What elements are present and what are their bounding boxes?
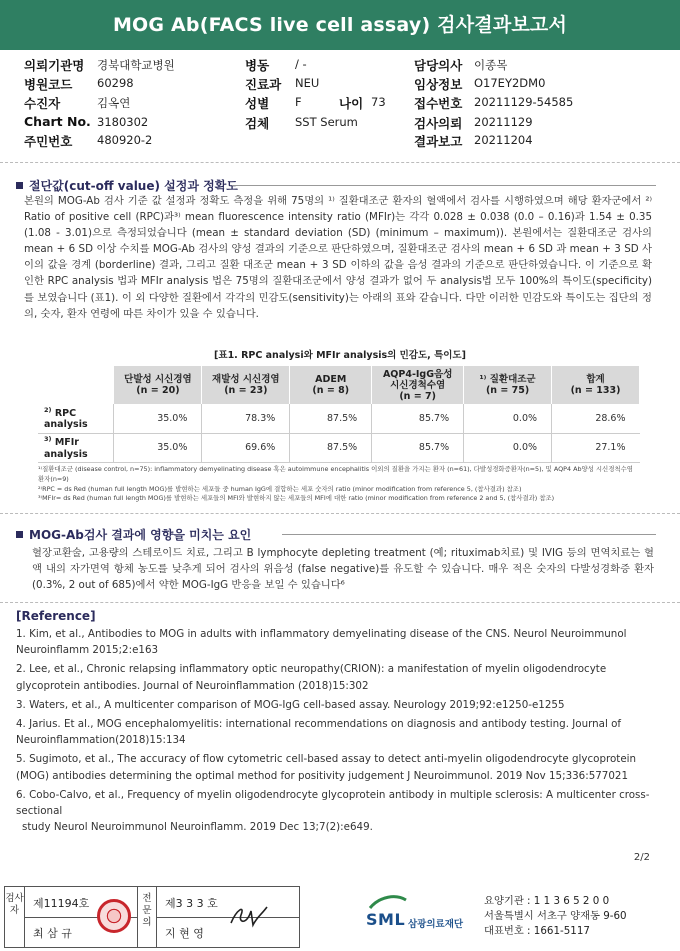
sensitivity-table (38, 366, 640, 463)
section-heading-text: MOG-Ab검사 결과에 영향을 미치는 요인 (29, 528, 252, 542)
tester-name: 최 삼 규 (33, 927, 72, 940)
info-value: SST Serum (295, 115, 358, 129)
table-row (38, 404, 640, 433)
info-label: 결과보고 (414, 134, 463, 149)
square-bullet-icon (16, 531, 23, 538)
info-value: F (295, 95, 302, 109)
footnote: ¹⁾질환대조군 (disease control, n=75): inflammatory demyelinating disease 혹은 autoimmune encephalitis 이외의 질환을 가지는 환자 (n=61), 다발성경화증환자(n=5), 및 AQP4 Ab양성 시신경척수염 환자(n=9) (38, 465, 633, 483)
logo-text: SML (366, 910, 406, 929)
info-value: 이종목 (474, 58, 508, 72)
table-cell: 85.7% (372, 404, 464, 433)
info-value: 김옥연 (97, 96, 131, 110)
official-seal-icon (97, 899, 131, 933)
row-label: $^{3)}$ MFIr analysis (38, 433, 114, 462)
info-label: 검체 (245, 116, 270, 131)
table-cell: 69.6% (202, 433, 290, 462)
info-label: 병동 (245, 58, 270, 73)
reference-item: 1. Kim, et al., Antibodies to MOG in adults with inflammatory demyelinating disease of the CNS. Neurol Neuroimmunol Neuroinflamm 2015;2:e163 (16, 628, 627, 657)
info-value: 60298 (97, 76, 134, 90)
info-label: 임상정보 (414, 77, 463, 92)
divider (0, 602, 680, 603)
table-footnotes (38, 465, 640, 504)
info-value: NEU (295, 76, 320, 90)
row-label: $^{2)}$ RPC analysis (38, 404, 114, 433)
divider (0, 513, 680, 514)
org-name: 삼광의료재단 (408, 919, 464, 930)
info-label-age: 나이 (339, 96, 364, 111)
reference-item: 2. Lee, et al., Chronic relapsing inflammatory optic neuropathy(CRION): a manifestation of myelin oligodendrocyte glycoprotein antibodies. Journal of Neuroinflammation (2018)15:302 (16, 663, 607, 692)
info-value: 20211129-54585 (474, 95, 574, 109)
page-number: 2/2 (633, 852, 650, 863)
table-header: 단발성 시신경염 (n = 20) (114, 366, 202, 404)
org-address: 서울특별시 서초구 양재동 9-60 (484, 910, 627, 922)
info-value-age: 73 (371, 95, 386, 109)
section-heading-text: 절단값(cut-off value) 설정과 정확도 (29, 179, 238, 193)
sml-logo (366, 892, 482, 940)
specialist-license: 제3 3 3 호 (165, 897, 218, 910)
tester-label: 검사자 (5, 887, 25, 947)
section-heading-cutoff (16, 177, 238, 194)
info-label: 접수번호 (414, 96, 463, 111)
reference-item: 5. Sugimoto, et al., The accuracy of flow cytometric cell-based assay to detect anti-myelin oligodendrocyte glycoprotein (MOG) antibodies determining the optimal method for positivity judgement J Neuroimmunol. 2019 Nov 15;336:577021 (16, 753, 637, 782)
org-contact (484, 894, 627, 939)
info-value: O17EY2DM0 (474, 76, 546, 90)
table-cell: 35.0% (114, 433, 202, 462)
table-cell: 78.3% (202, 404, 290, 433)
table-cell: 0.0% (464, 404, 552, 433)
signature-box (4, 886, 300, 948)
info-value: 20211129 (474, 115, 533, 129)
report-footer (0, 884, 680, 951)
factors-paragraph: 혈장교환술, 고용량의 스테로이드 치료, 그리고 B lymphocyte depleting treatment (예; rituximab치료) 및 IVIG 등의 면역치료는 혈액 내의 자가면역 항체 농도를 낮추게 되어 검사의 위음성 (false negative)를 유도할 수 있습니다. 매우 적은 숫자의 다발성경화증 환자 (0.3%, 2 out of 685)에서 약한 MOG-IgG 반응을 보일 수 있습니다⁶ (32, 547, 654, 592)
info-label: 수진자 (24, 96, 61, 111)
info-label: 주민번호 (24, 134, 73, 149)
square-bullet-icon (16, 182, 23, 189)
info-label: Chart No. (24, 114, 91, 129)
reference-item: 3. Waters, et al., A multicenter comparison of MOG-IgG cell-based assay. Neurology 2019;92:e1250-e1255 (16, 698, 565, 711)
table-cell: 35.0% (114, 404, 202, 433)
table-header: ADEM (n = 8) (290, 366, 372, 404)
info-label: 성별 (245, 96, 270, 111)
reference-item: 6. Cobo-Calvo, et al., Frequency of myelin oligodendrocyte glycoprotein antibody in multiple sclerosis: A multicenter cross-sectional (16, 788, 650, 817)
table-header: AQP4-IgG음성 시신경척수염 (n = 7) (372, 366, 464, 404)
divider (0, 162, 680, 163)
report-title: MOG Ab(FACS live cell assay) 검사결과보고서 (0, 0, 680, 50)
table-cell: 27.1% (552, 433, 640, 462)
logo-swoosh-icon (368, 894, 408, 910)
info-label: 병원코드 (24, 77, 73, 92)
section-heading-factors (16, 526, 251, 543)
table-corner (38, 366, 114, 404)
table-caption: [표1. RPC analysi와 MFIr analysis의 민감도, 특이도] (214, 350, 466, 361)
reference-list (16, 626, 656, 838)
table-row (38, 433, 640, 462)
table-header: ¹⁾ 질환대조군 (n = 75) (464, 366, 552, 404)
info-value: 3180302 (97, 115, 149, 129)
table-cell: 28.6% (552, 404, 640, 433)
info-value: / - (295, 57, 307, 71)
specialist-name: 지 현 영 (165, 927, 204, 940)
signature-icon (227, 901, 275, 931)
tester-license: 제11194호 (33, 897, 90, 910)
info-value: 480920-2 (97, 133, 153, 147)
institution-code: 요양기관 : 1 1 3 6 5 2 0 0 (484, 895, 610, 907)
org-phone: 대표번호 : 1661-5117 (484, 925, 590, 937)
reference-item: 4. Jarius. Et al., MOG encephalomyelitis: international recommendations on diagnosis and antibody testing. Journal of Neuroinflammation(2018)15:134 (16, 717, 622, 747)
section-rule (232, 185, 656, 186)
footnote: ³⁾MFIr= ds Red (human full length MOG)를 발현하는 세포들의 MFI와 발현하지 않는 세포들의 MFI에 대한 ratio (minor modification from reference 2 and 5, (참사결과) 참조) (38, 494, 555, 503)
table-cell: 87.5% (290, 404, 372, 433)
info-value: 20211204 (474, 133, 533, 147)
table-cell: 0.0% (464, 433, 552, 462)
info-label: 진료과 (245, 77, 282, 92)
info-label: 담당의사 (414, 58, 463, 73)
table-header: 합계 (n = 133) (552, 366, 640, 404)
info-label: 검사의뢰 (414, 116, 463, 131)
table-header-row (38, 366, 640, 404)
specialist-label: 전문의 (137, 887, 157, 947)
footnote: ²⁾RPC = ds Red (human full length MOG)를 발현하는 세포들 중 human IgG에 결합하는 세포 숫자의 ratio (minor modification from reference 5, (참사결과) 참조) (38, 484, 522, 493)
patient-info (0, 56, 680, 148)
info-value: 경북대학교병원 (97, 58, 175, 72)
reference-title: [Reference] (16, 609, 96, 623)
table-header: 재발성 시신경염 (n = 23) (202, 366, 290, 404)
table-cell: 85.7% (372, 433, 464, 462)
reference-item: study Neurol Neuroimmunol Neuroinflamm. 2019 Dec 13;7(2):e649. (22, 821, 373, 834)
section-rule (282, 534, 656, 535)
table-cell: 87.5% (290, 433, 372, 462)
cutoff-paragraph: 본원의 MOG-Ab 검사 기준 값 설정과 정확도 측정을 위해 75명의 ¹⁾ 질환대조군 환자의 혈액에서 검사를 시행하였으며 해당 환자군에서 ²⁾ Ratio of positive cell (RPC)과³⁾ mean fluorescence intensity ratio (MFIr)는 각각 0.028 ± 0.038 (0.0 – 0.16)과 1.54 ± 0.35 (1.08 - 3.01)으로 측정되었습니다 (mean ± standard deviation (SD) (minimum – maximum)). 본원에서는 질환대조군 검사의 mean + 6 SD 이상 수치를 MOG-Ab 검사의 양성 결과의 기준으로 판단하였으며, 질환대조군 검사의 mean + 6 SD 과 mean + 3 SD 사이의 값을 경계 (borderline) 결과, 그리고 질환 대조군 mean + 3 SD 이하의 값을 음성 결과의 기준으로 판단하였습니다. 이 기준으로 확인한 RPC analysis 법과 MFIr analysis 법은 75명의 질환대조군에서 양성 결과가 없어 두 analysis법 모두 100%의 특이도(specificity)를 보였습니다 (표1). 이 외 다양한 질환에서 각각의 민감도(sensitivity)는 아래의 표와 같습니다. 다만 이러한 민감도와 특이도는 집단의 정의, 숫자, 환자 연령에 따른 차이가 있을 수 있습니다. (24, 195, 652, 320)
info-label: 의뢰기관명 (24, 58, 85, 73)
